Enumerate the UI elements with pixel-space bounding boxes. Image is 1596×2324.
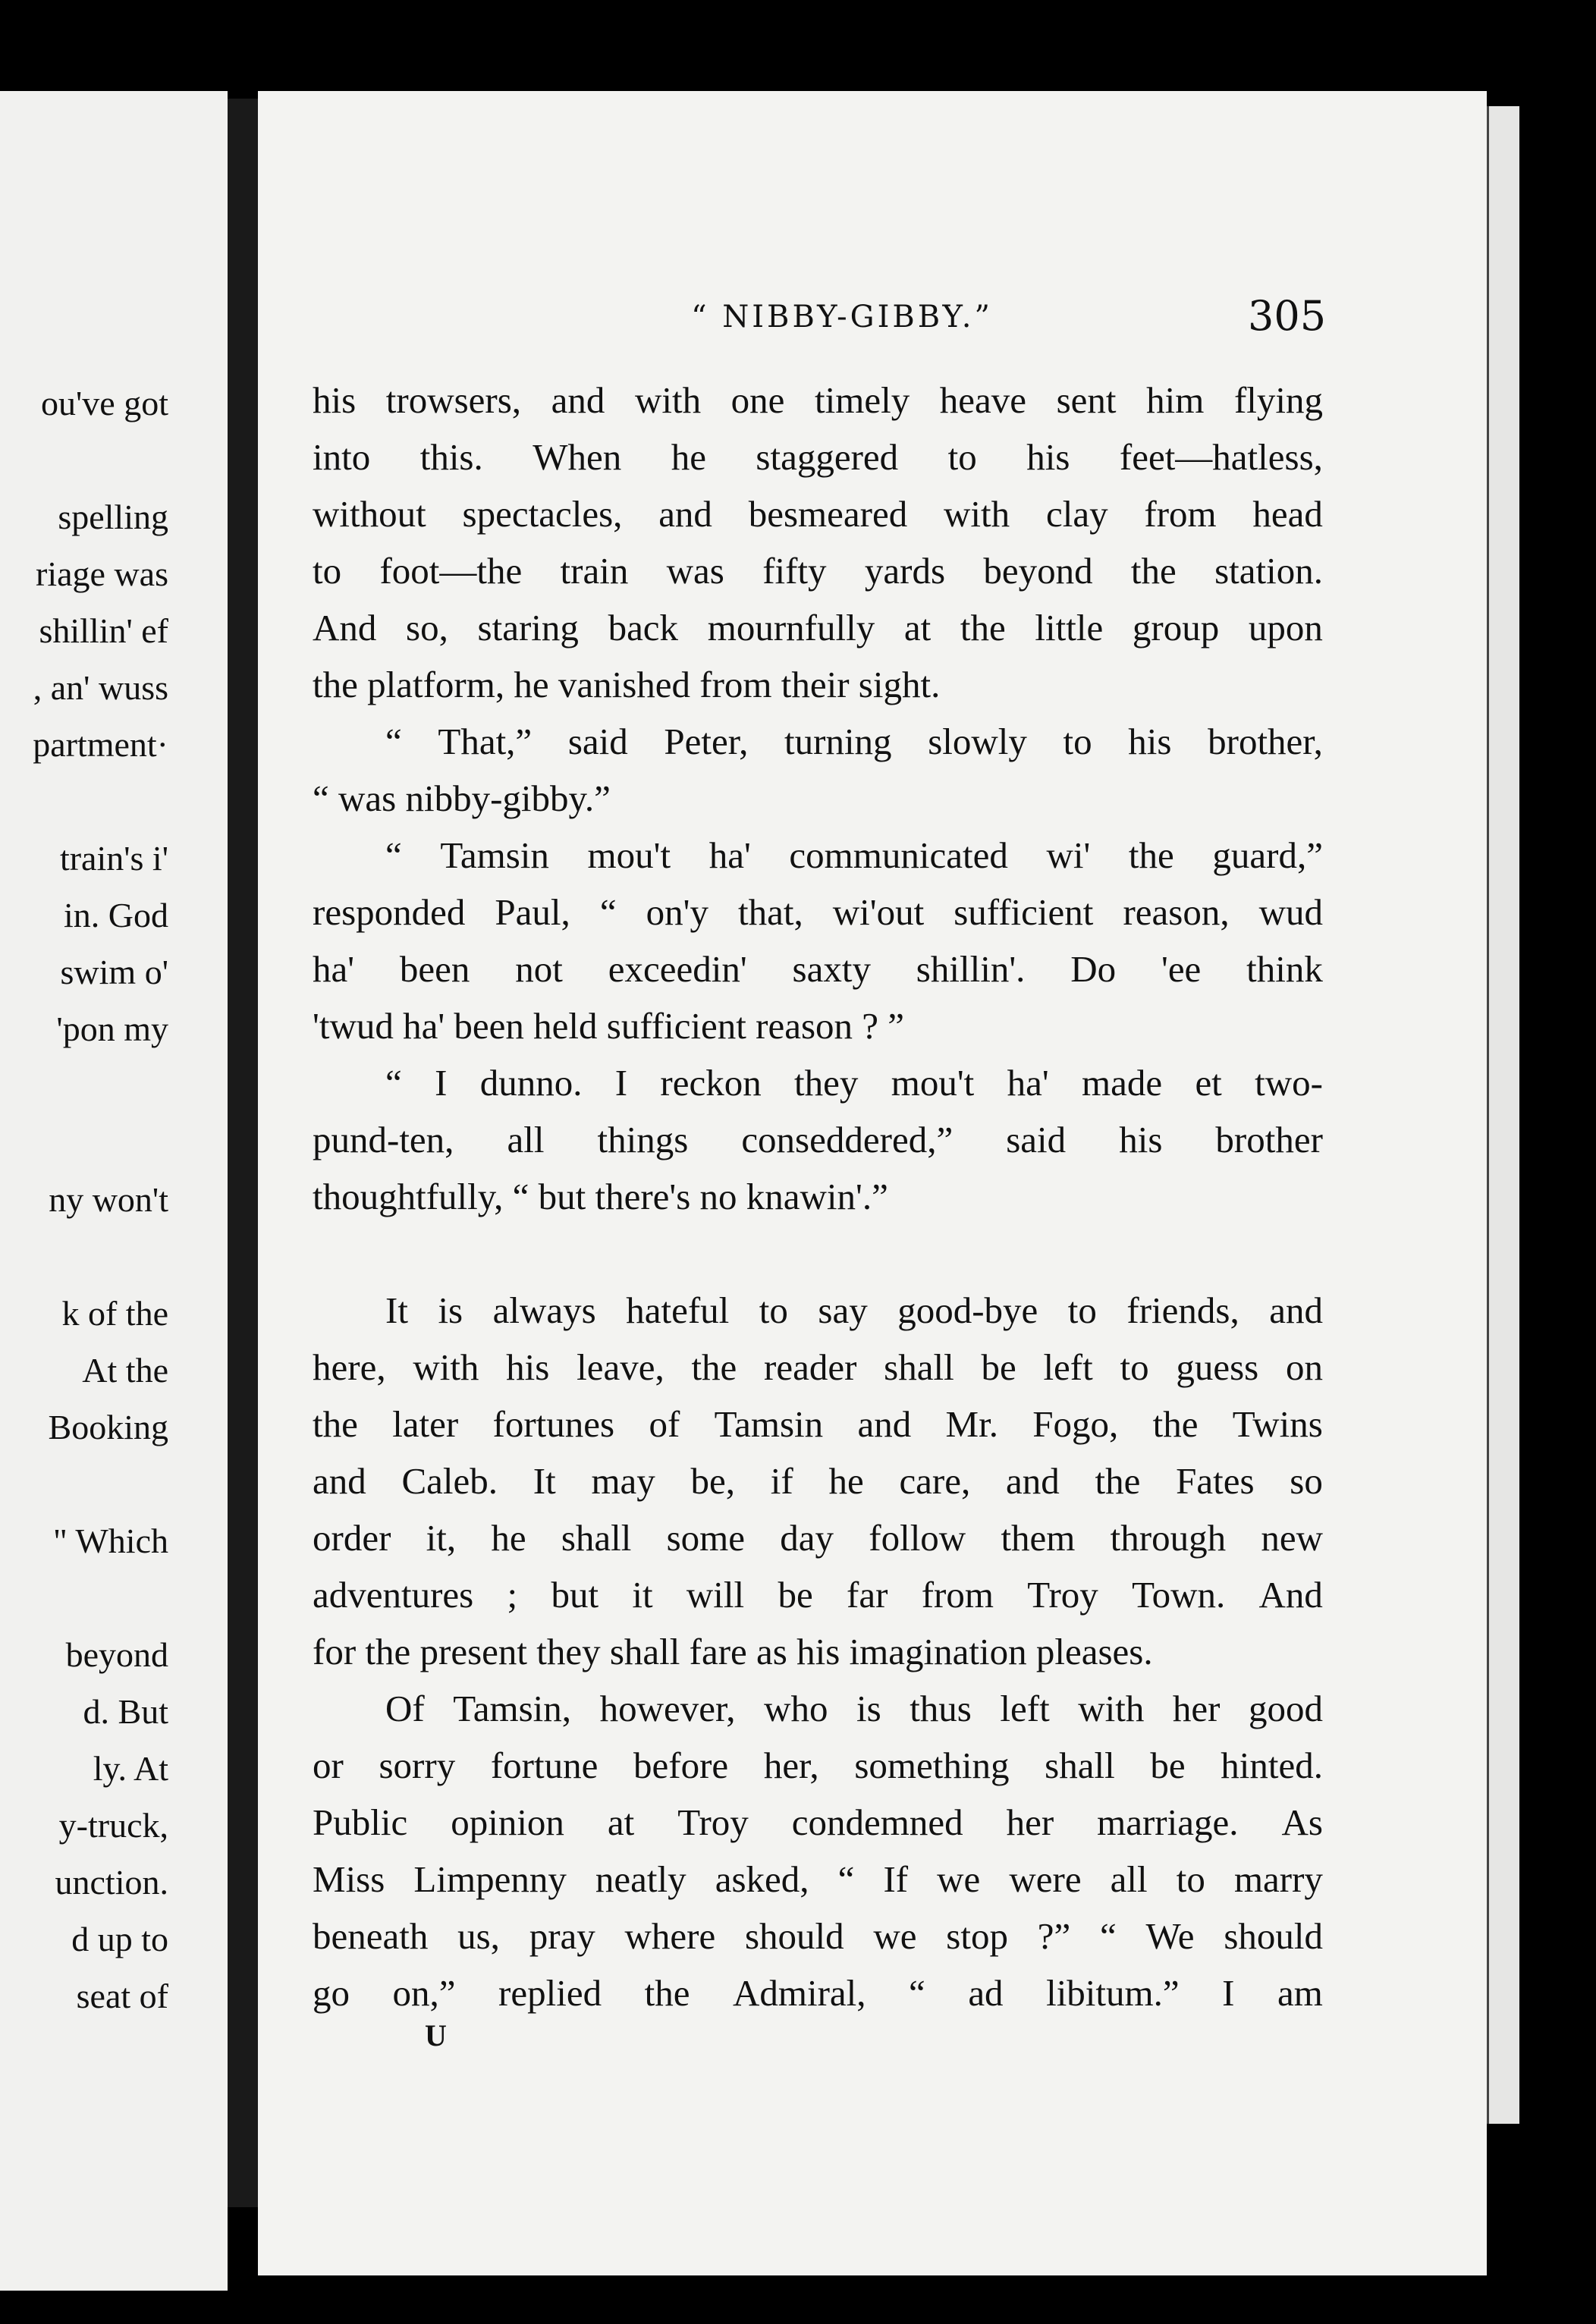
book-gutter [228,99,258,2207]
body-line: the platform, he vanished from their sight. [313,664,941,705]
left-page-line: in. God [64,896,168,934]
body-text [313,372,1323,2021]
body-line: pund-ten, all things conseddered,” said his brother [313,1119,1323,1160]
body-line: ha' been not exceedin' saxty shillin'. Do 'ee think [313,948,1323,990]
body-line: “ That,” said Peter, turning slowly to his brother, [385,721,1323,762]
body-line: the later fortunes of Tamsin and Mr. Fogo, the Twins [313,1403,1323,1445]
body-line: “ I dunno. I reckon they mou't ha' made et two- [385,1062,1323,1104]
left-page-line: beyond [65,1635,168,1674]
body-line: order it, he shall some day follow them through new [313,1517,1323,1559]
body-line: and Caleb. It may be, if he care, and the Fates so [313,1460,1323,1502]
left-page-line: spelling [58,498,168,536]
body-line: Miss Limpenny neatly asked, “ If we were all to marry [313,1858,1323,1900]
paragraph-gap [313,1225,1323,1282]
left-page-line: At the [82,1351,168,1390]
body-line: his trowsers, and with one timely heave sent him flying [313,379,1323,421]
left-page-line: riage was [36,554,168,593]
body-line: beneath us, pray where should we stop ?” “ We should [313,1915,1323,1957]
body-line: And so, staring back mournfully at the little group upon [313,607,1323,649]
body-line: Public opinion at Troy condemned her marriage. As [313,1801,1323,1843]
left-page-line: partment· [33,725,168,764]
body-line: It is always hateful to say good-bye to friends, and [385,1289,1323,1331]
left-page-line: ly. At [93,1749,168,1788]
left-page-line: d. But [83,1692,168,1731]
left-page-line: swim o' [60,953,168,991]
body-line: adventures ; but it will be far from Troy Town. And [313,1574,1323,1616]
body-line: 'twud ha' been held sufficient reason ? ” [313,1005,905,1047]
left-page-line: " Which [52,1522,168,1560]
left-page-line: seat of [76,1977,168,2015]
body-line: here, with his leave, the reader shall be left to guess on [313,1346,1323,1388]
signature-mark: U [425,2018,447,2052]
page-edge [1487,106,1519,2124]
body-line: or sorry fortune before her, something shall be hinted. [313,1745,1323,1786]
left-page-line: , an' wuss [33,668,168,707]
left-page-line: 'pon my [56,1010,168,1048]
left-page-line: train's i' [59,839,168,878]
left-page-line: ou've got [41,384,168,422]
left-page-line: d up to [71,1920,168,1958]
body-line: without spectacles, and besmeared with clay from head [313,493,1323,535]
running-head: “ NIBBY-GIBBY.” [691,300,993,334]
left-page-line: unction. [55,1863,168,1902]
page-number: 305 [1248,292,1327,340]
body-line: into this. When he staggered to his feet—hatless, [313,436,1323,478]
previous-page [0,91,228,2291]
body-line: “ was nibby-gibby.” [313,777,611,819]
body-line: to foot—the train was fifty yards beyond the station. [313,550,1323,592]
body-line: thoughtfully, “ but there's no knawin'.” [313,1176,888,1217]
left-page-line: shillin' ef [39,611,168,650]
left-page-line: ny won't [49,1180,168,1219]
left-page-line: Booking [48,1408,168,1446]
body-line: for the present they shall fare as his imagination pleases. [313,1631,1153,1672]
body-line: responded Paul, “ on'y that, wi'out sufficient reason, wud [313,891,1323,933]
left-page-line: k of the [61,1294,168,1333]
left-page-line: y-truck, [58,1806,168,1845]
body-line: “ Tamsin mou't ha' communicated wi' the guard,” [385,834,1323,876]
body-line: go on,” replied the Admiral, “ ad libitum.” I am [313,1972,1323,2014]
body-line: Of Tamsin, however, who is thus left with her good [385,1688,1323,1729]
